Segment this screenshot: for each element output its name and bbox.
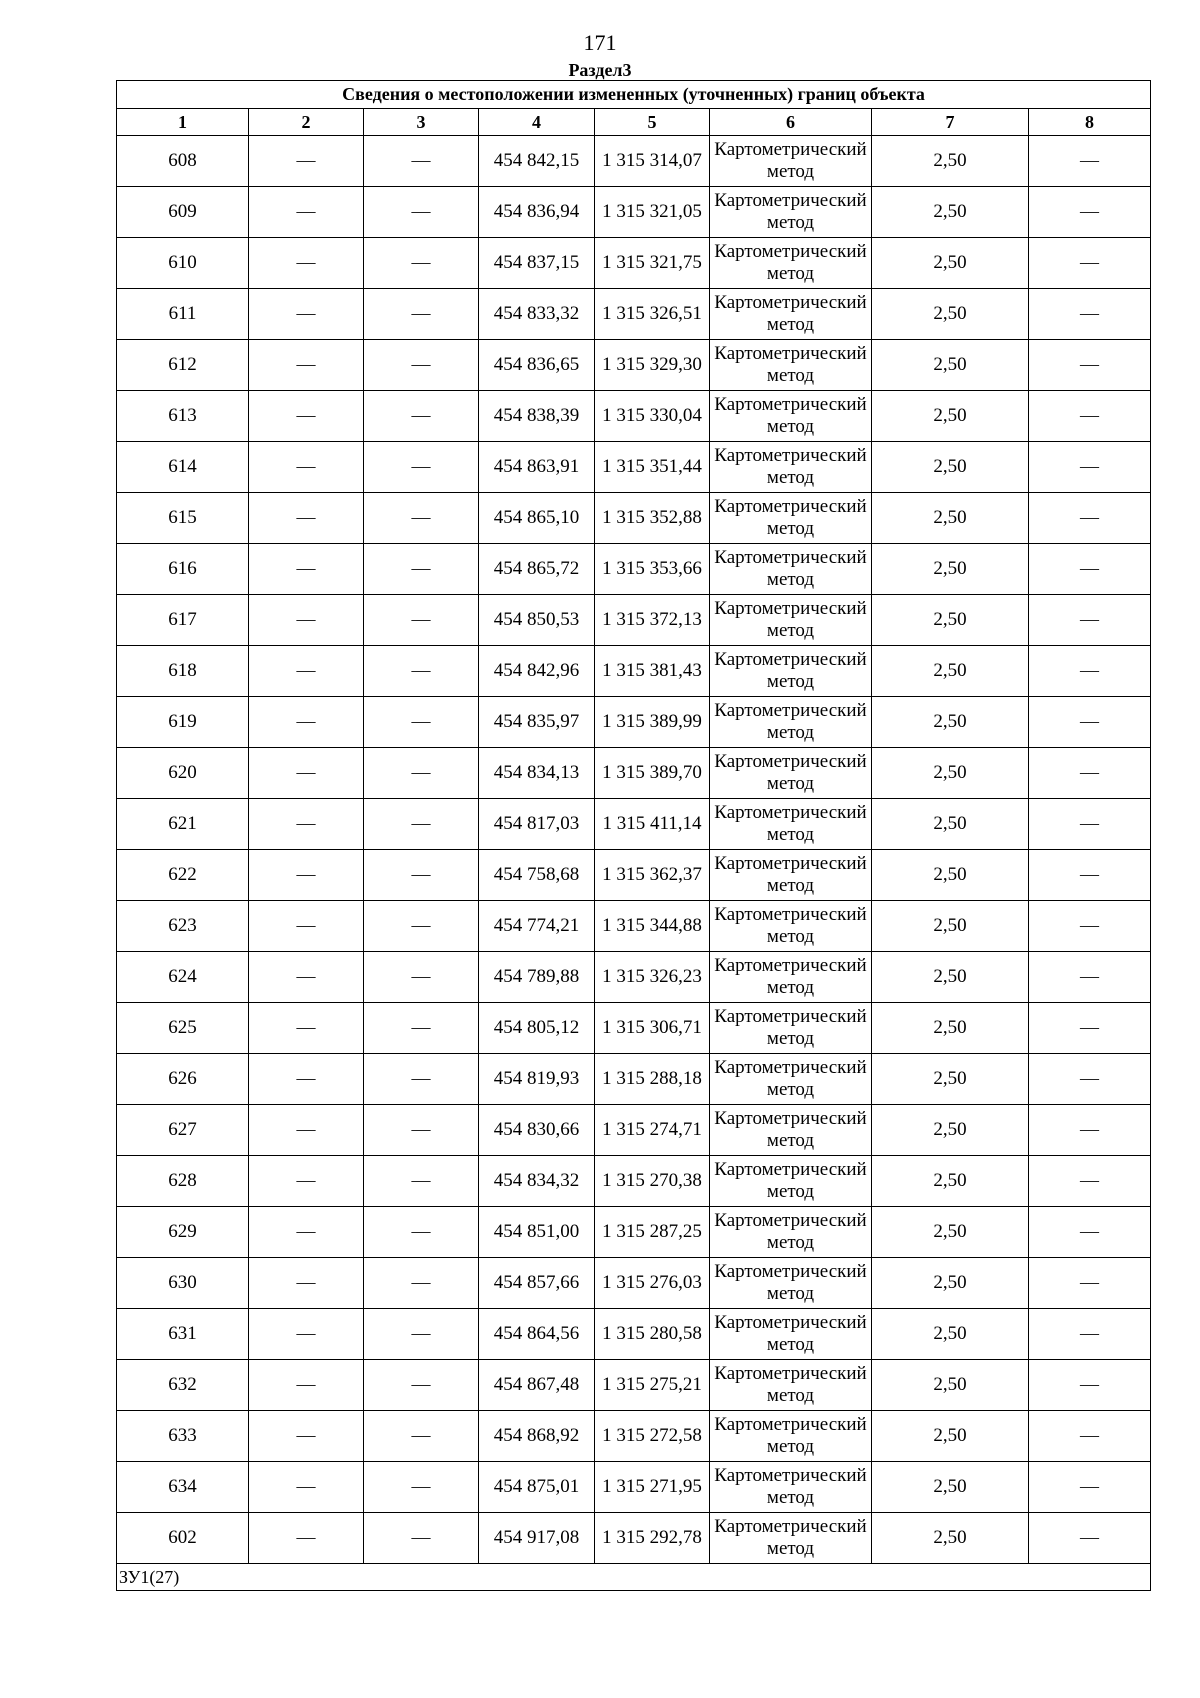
table-row <box>117 697 1151 748</box>
method-cell: Картометрический метод <box>710 544 872 595</box>
empty-dash-cell: — <box>249 1003 364 1054</box>
accuracy-cell: 2,50 <box>872 748 1029 799</box>
table-row <box>117 1309 1151 1360</box>
method-cell: Картометрический метод <box>710 952 872 1003</box>
empty-dash-cell: — <box>1029 1156 1151 1207</box>
empty-dash-cell: — <box>364 1156 479 1207</box>
accuracy-cell: 2,50 <box>872 1258 1029 1309</box>
table-row <box>117 1513 1151 1564</box>
empty-dash-cell: — <box>364 493 479 544</box>
empty-dash-cell: — <box>1029 1411 1151 1462</box>
coordinate-x-cell: 454 868,92 <box>479 1411 595 1462</box>
empty-dash-cell: — <box>364 901 479 952</box>
empty-dash-cell: — <box>249 136 364 187</box>
empty-dash-cell: — <box>1029 1513 1151 1564</box>
point-number-cell: 621 <box>117 799 249 850</box>
coordinate-x-cell: 454 838,39 <box>479 391 595 442</box>
empty-dash-cell: — <box>1029 646 1151 697</box>
accuracy-cell: 2,50 <box>872 289 1029 340</box>
table-row <box>117 1462 1151 1513</box>
empty-dash-cell: — <box>249 1309 364 1360</box>
coordinate-y-cell: 1 315 326,23 <box>595 952 710 1003</box>
point-number-cell: 617 <box>117 595 249 646</box>
coordinate-y-cell: 1 315 330,04 <box>595 391 710 442</box>
empty-dash-cell: — <box>249 1054 364 1105</box>
empty-dash-cell: — <box>1029 1054 1151 1105</box>
method-cell: Картометрический метод <box>710 1309 872 1360</box>
method-cell: Картометрический метод <box>710 238 872 289</box>
column-number: 8 <box>1029 109 1151 136</box>
accuracy-cell: 2,50 <box>872 544 1029 595</box>
coordinate-x-cell: 454 864,56 <box>479 1309 595 1360</box>
coordinate-x-cell: 454 834,13 <box>479 748 595 799</box>
coordinate-x-cell: 454 819,93 <box>479 1054 595 1105</box>
empty-dash-cell: — <box>249 493 364 544</box>
accuracy-cell: 2,50 <box>872 136 1029 187</box>
empty-dash-cell: — <box>364 340 479 391</box>
accuracy-cell: 2,50 <box>872 1003 1029 1054</box>
point-number-cell: 623 <box>117 901 249 952</box>
point-number-cell: 616 <box>117 544 249 595</box>
accuracy-cell: 2,50 <box>872 391 1029 442</box>
table-row <box>117 850 1151 901</box>
coordinate-y-cell: 1 315 274,71 <box>595 1105 710 1156</box>
accuracy-cell: 2,50 <box>872 952 1029 1003</box>
coordinate-x-cell: 454 774,21 <box>479 901 595 952</box>
coordinate-y-cell: 1 315 381,43 <box>595 646 710 697</box>
coordinate-y-cell: 1 315 280,58 <box>595 1309 710 1360</box>
empty-dash-cell: — <box>249 1513 364 1564</box>
table-caption: Сведения о местоположении измененных (уточненных) границ объекта <box>117 81 1151 109</box>
coordinate-y-cell: 1 315 287,25 <box>595 1207 710 1258</box>
empty-dash-cell: — <box>1029 289 1151 340</box>
empty-dash-cell: — <box>364 799 479 850</box>
empty-dash-cell: — <box>249 391 364 442</box>
empty-dash-cell: — <box>364 952 479 1003</box>
empty-dash-cell: — <box>1029 1003 1151 1054</box>
column-number: 5 <box>595 109 710 136</box>
coordinate-y-cell: 1 315 276,03 <box>595 1258 710 1309</box>
coordinate-x-cell: 454 835,97 <box>479 697 595 748</box>
accuracy-cell: 2,50 <box>872 187 1029 238</box>
method-cell: Картометрический метод <box>710 340 872 391</box>
table-row <box>117 493 1151 544</box>
coordinate-x-cell: 454 830,66 <box>479 1105 595 1156</box>
empty-dash-cell: — <box>249 1156 364 1207</box>
empty-dash-cell: — <box>249 340 364 391</box>
method-cell: Картометрический метод <box>710 1462 872 1513</box>
empty-dash-cell: — <box>364 1207 479 1258</box>
empty-dash-cell: — <box>364 697 479 748</box>
boundary-coordinates-table <box>116 80 1151 1591</box>
accuracy-cell: 2,50 <box>872 697 1029 748</box>
coordinate-x-cell: 454 758,68 <box>479 850 595 901</box>
empty-dash-cell: — <box>249 289 364 340</box>
accuracy-cell: 2,50 <box>872 1411 1029 1462</box>
empty-dash-cell: — <box>249 1258 364 1309</box>
coordinate-y-cell: 1 315 389,99 <box>595 697 710 748</box>
point-number-cell: 631 <box>117 1309 249 1360</box>
empty-dash-cell: — <box>1029 1105 1151 1156</box>
empty-dash-cell: — <box>364 1258 479 1309</box>
coordinate-x-cell: 454 805,12 <box>479 1003 595 1054</box>
empty-dash-cell: — <box>364 289 479 340</box>
empty-dash-cell: — <box>1029 1207 1151 1258</box>
point-number-cell: 628 <box>117 1156 249 1207</box>
method-cell: Картометрический метод <box>710 391 872 442</box>
empty-dash-cell: — <box>249 1462 364 1513</box>
table-row <box>117 1105 1151 1156</box>
table-row <box>117 1207 1151 1258</box>
method-cell: Картометрический метод <box>710 1513 872 1564</box>
coordinate-x-cell: 454 851,00 <box>479 1207 595 1258</box>
table-row <box>117 1360 1151 1411</box>
empty-dash-cell: — <box>1029 850 1151 901</box>
column-number: 1 <box>117 109 249 136</box>
point-number-cell: 619 <box>117 697 249 748</box>
point-number-cell: 602 <box>117 1513 249 1564</box>
empty-dash-cell: — <box>249 1207 364 1258</box>
point-number-cell: 613 <box>117 391 249 442</box>
coordinate-y-cell: 1 315 272,58 <box>595 1411 710 1462</box>
coordinate-y-cell: 1 315 275,21 <box>595 1360 710 1411</box>
empty-dash-cell: — <box>1029 391 1151 442</box>
empty-dash-cell: — <box>1029 136 1151 187</box>
column-number-row <box>117 109 1151 136</box>
table-row <box>117 799 1151 850</box>
table-row <box>117 1054 1151 1105</box>
empty-dash-cell: — <box>364 595 479 646</box>
coordinate-y-cell: 1 315 411,14 <box>595 799 710 850</box>
coordinate-y-cell: 1 315 292,78 <box>595 1513 710 1564</box>
table-row <box>117 646 1151 697</box>
point-number-cell: 614 <box>117 442 249 493</box>
coordinate-x-cell: 454 857,66 <box>479 1258 595 1309</box>
coordinate-x-cell: 454 867,48 <box>479 1360 595 1411</box>
empty-dash-cell: — <box>249 1411 364 1462</box>
method-cell: Картометрический метод <box>710 595 872 646</box>
accuracy-cell: 2,50 <box>872 1360 1029 1411</box>
coordinate-y-cell: 1 315 288,18 <box>595 1054 710 1105</box>
method-cell: Картометрический метод <box>710 799 872 850</box>
accuracy-cell: 2,50 <box>872 442 1029 493</box>
coordinate-x-cell: 454 842,96 <box>479 646 595 697</box>
coordinate-x-cell: 454 863,91 <box>479 442 595 493</box>
table-row <box>117 391 1151 442</box>
empty-dash-cell: — <box>364 1411 479 1462</box>
table-footer-label: ЗУ1(27) <box>117 1564 1151 1591</box>
table-row <box>117 238 1151 289</box>
empty-dash-cell: — <box>1029 952 1151 1003</box>
table-row <box>117 1156 1151 1207</box>
empty-dash-cell: — <box>1029 595 1151 646</box>
table-row <box>117 901 1151 952</box>
coordinate-y-cell: 1 315 372,13 <box>595 595 710 646</box>
point-number-cell: 610 <box>117 238 249 289</box>
page-number: 171 <box>583 30 617 55</box>
point-number-cell: 608 <box>117 136 249 187</box>
empty-dash-cell: — <box>249 544 364 595</box>
accuracy-cell: 2,50 <box>872 799 1029 850</box>
accuracy-cell: 2,50 <box>872 646 1029 697</box>
empty-dash-cell: — <box>364 850 479 901</box>
empty-dash-cell: — <box>1029 697 1151 748</box>
method-cell: Картометрический метод <box>710 187 872 238</box>
point-number-cell: 620 <box>117 748 249 799</box>
accuracy-cell: 2,50 <box>872 595 1029 646</box>
coordinate-x-cell: 454 834,32 <box>479 1156 595 1207</box>
point-number-cell: 627 <box>117 1105 249 1156</box>
coordinate-x-cell: 454 865,10 <box>479 493 595 544</box>
method-cell: Картометрический метод <box>710 1156 872 1207</box>
coordinate-x-cell: 454 917,08 <box>479 1513 595 1564</box>
column-number: 6 <box>710 109 872 136</box>
empty-dash-cell: — <box>1029 238 1151 289</box>
accuracy-cell: 2,50 <box>872 1462 1029 1513</box>
point-number-cell: 633 <box>117 1411 249 1462</box>
coordinate-y-cell: 1 315 306,71 <box>595 1003 710 1054</box>
empty-dash-cell: — <box>1029 901 1151 952</box>
table-body <box>117 136 1151 1564</box>
method-cell: Картометрический метод <box>710 1360 872 1411</box>
empty-dash-cell: — <box>364 1360 479 1411</box>
method-cell: Картометрический метод <box>710 1054 872 1105</box>
empty-dash-cell: — <box>1029 544 1151 595</box>
table-row <box>117 748 1151 799</box>
empty-dash-cell: — <box>364 442 479 493</box>
coordinate-y-cell: 1 315 321,75 <box>595 238 710 289</box>
method-cell: Картометрический метод <box>710 493 872 544</box>
table-row <box>117 1003 1151 1054</box>
empty-dash-cell: — <box>364 187 479 238</box>
table-row <box>117 544 1151 595</box>
accuracy-cell: 2,50 <box>872 1309 1029 1360</box>
empty-dash-cell: — <box>364 238 479 289</box>
coordinate-x-cell: 454 789,88 <box>479 952 595 1003</box>
empty-dash-cell: — <box>249 748 364 799</box>
section-title: Раздел3 <box>568 60 632 80</box>
empty-dash-cell: — <box>249 1105 364 1156</box>
method-cell: Картометрический метод <box>710 1003 872 1054</box>
empty-dash-cell: — <box>1029 748 1151 799</box>
table-row <box>117 442 1151 493</box>
point-number-cell: 609 <box>117 187 249 238</box>
empty-dash-cell: — <box>364 1054 479 1105</box>
empty-dash-cell: — <box>249 646 364 697</box>
coordinate-y-cell: 1 315 271,95 <box>595 1462 710 1513</box>
method-cell: Картометрический метод <box>710 1258 872 1309</box>
empty-dash-cell: — <box>249 901 364 952</box>
point-number-cell: 625 <box>117 1003 249 1054</box>
empty-dash-cell: — <box>249 697 364 748</box>
method-cell: Картометрический метод <box>710 1411 872 1462</box>
coordinate-x-cell: 454 836,94 <box>479 187 595 238</box>
accuracy-cell: 2,50 <box>872 493 1029 544</box>
accuracy-cell: 2,50 <box>872 901 1029 952</box>
coordinate-x-cell: 454 875,01 <box>479 1462 595 1513</box>
accuracy-cell: 2,50 <box>872 1513 1029 1564</box>
empty-dash-cell: — <box>249 952 364 1003</box>
coordinate-x-cell: 454 842,15 <box>479 136 595 187</box>
coordinate-y-cell: 1 315 326,51 <box>595 289 710 340</box>
table-row <box>117 289 1151 340</box>
empty-dash-cell: — <box>364 748 479 799</box>
coordinate-y-cell: 1 315 352,88 <box>595 493 710 544</box>
accuracy-cell: 2,50 <box>872 850 1029 901</box>
coordinate-y-cell: 1 315 353,66 <box>595 544 710 595</box>
point-number-cell: 611 <box>117 289 249 340</box>
empty-dash-cell: — <box>364 1462 479 1513</box>
empty-dash-cell: — <box>364 1003 479 1054</box>
empty-dash-cell: — <box>1029 1462 1151 1513</box>
table-row <box>117 1411 1151 1462</box>
empty-dash-cell: — <box>1029 1360 1151 1411</box>
method-cell: Картометрический метод <box>710 442 872 493</box>
coordinate-y-cell: 1 315 344,88 <box>595 901 710 952</box>
point-number-cell: 622 <box>117 850 249 901</box>
empty-dash-cell: — <box>364 136 479 187</box>
point-number-cell: 626 <box>117 1054 249 1105</box>
empty-dash-cell: — <box>1029 187 1151 238</box>
empty-dash-cell: — <box>249 799 364 850</box>
method-cell: Картометрический метод <box>710 136 872 187</box>
accuracy-cell: 2,50 <box>872 1054 1029 1105</box>
empty-dash-cell: — <box>249 850 364 901</box>
empty-dash-cell: — <box>249 187 364 238</box>
coordinate-y-cell: 1 315 362,37 <box>595 850 710 901</box>
accuracy-cell: 2,50 <box>872 1207 1029 1258</box>
empty-dash-cell: — <box>364 391 479 442</box>
empty-dash-cell: — <box>1029 799 1151 850</box>
method-cell: Картометрический метод <box>710 901 872 952</box>
coordinate-x-cell: 454 850,53 <box>479 595 595 646</box>
column-number: 4 <box>479 109 595 136</box>
point-number-cell: 634 <box>117 1462 249 1513</box>
coordinate-y-cell: 1 315 314,07 <box>595 136 710 187</box>
method-cell: Картометрический метод <box>710 850 872 901</box>
empty-dash-cell: — <box>1029 340 1151 391</box>
empty-dash-cell: — <box>1029 493 1151 544</box>
accuracy-cell: 2,50 <box>872 340 1029 391</box>
coordinate-y-cell: 1 315 329,30 <box>595 340 710 391</box>
accuracy-cell: 2,50 <box>872 238 1029 289</box>
column-number: 3 <box>364 109 479 136</box>
accuracy-cell: 2,50 <box>872 1156 1029 1207</box>
empty-dash-cell: — <box>364 1309 479 1360</box>
column-number: 2 <box>249 109 364 136</box>
method-cell: Картометрический метод <box>710 748 872 799</box>
point-number-cell: 618 <box>117 646 249 697</box>
method-cell: Картометрический метод <box>710 289 872 340</box>
coordinate-x-cell: 454 817,03 <box>479 799 595 850</box>
coordinate-x-cell: 454 836,65 <box>479 340 595 391</box>
accuracy-cell: 2,50 <box>872 1105 1029 1156</box>
method-cell: Картометрический метод <box>710 646 872 697</box>
empty-dash-cell: — <box>1029 442 1151 493</box>
empty-dash-cell: — <box>1029 1309 1151 1360</box>
coordinate-x-cell: 454 865,72 <box>479 544 595 595</box>
empty-dash-cell: — <box>364 646 479 697</box>
point-number-cell: 632 <box>117 1360 249 1411</box>
method-cell: Картометрический метод <box>710 1207 872 1258</box>
coordinate-y-cell: 1 315 321,05 <box>595 187 710 238</box>
empty-dash-cell: — <box>249 595 364 646</box>
empty-dash-cell: — <box>249 442 364 493</box>
point-number-cell: 629 <box>117 1207 249 1258</box>
point-number-cell: 624 <box>117 952 249 1003</box>
point-number-cell: 615 <box>117 493 249 544</box>
empty-dash-cell: — <box>364 1105 479 1156</box>
coordinate-y-cell: 1 315 389,70 <box>595 748 710 799</box>
coordinate-x-cell: 454 833,32 <box>479 289 595 340</box>
method-cell: Картометрический метод <box>710 697 872 748</box>
point-number-cell: 630 <box>117 1258 249 1309</box>
table-row <box>117 1258 1151 1309</box>
table-row <box>117 187 1151 238</box>
coordinate-y-cell: 1 315 351,44 <box>595 442 710 493</box>
empty-dash-cell: — <box>249 1360 364 1411</box>
point-number-cell: 612 <box>117 340 249 391</box>
empty-dash-cell: — <box>364 544 479 595</box>
table-row <box>117 952 1151 1003</box>
coordinate-y-cell: 1 315 270,38 <box>595 1156 710 1207</box>
table-row <box>117 595 1151 646</box>
empty-dash-cell: — <box>1029 1258 1151 1309</box>
empty-dash-cell: — <box>249 238 364 289</box>
method-cell: Картометрический метод <box>710 1105 872 1156</box>
table-row <box>117 340 1151 391</box>
table-row <box>117 136 1151 187</box>
empty-dash-cell: — <box>364 1513 479 1564</box>
column-number: 7 <box>872 109 1029 136</box>
coordinate-x-cell: 454 837,15 <box>479 238 595 289</box>
